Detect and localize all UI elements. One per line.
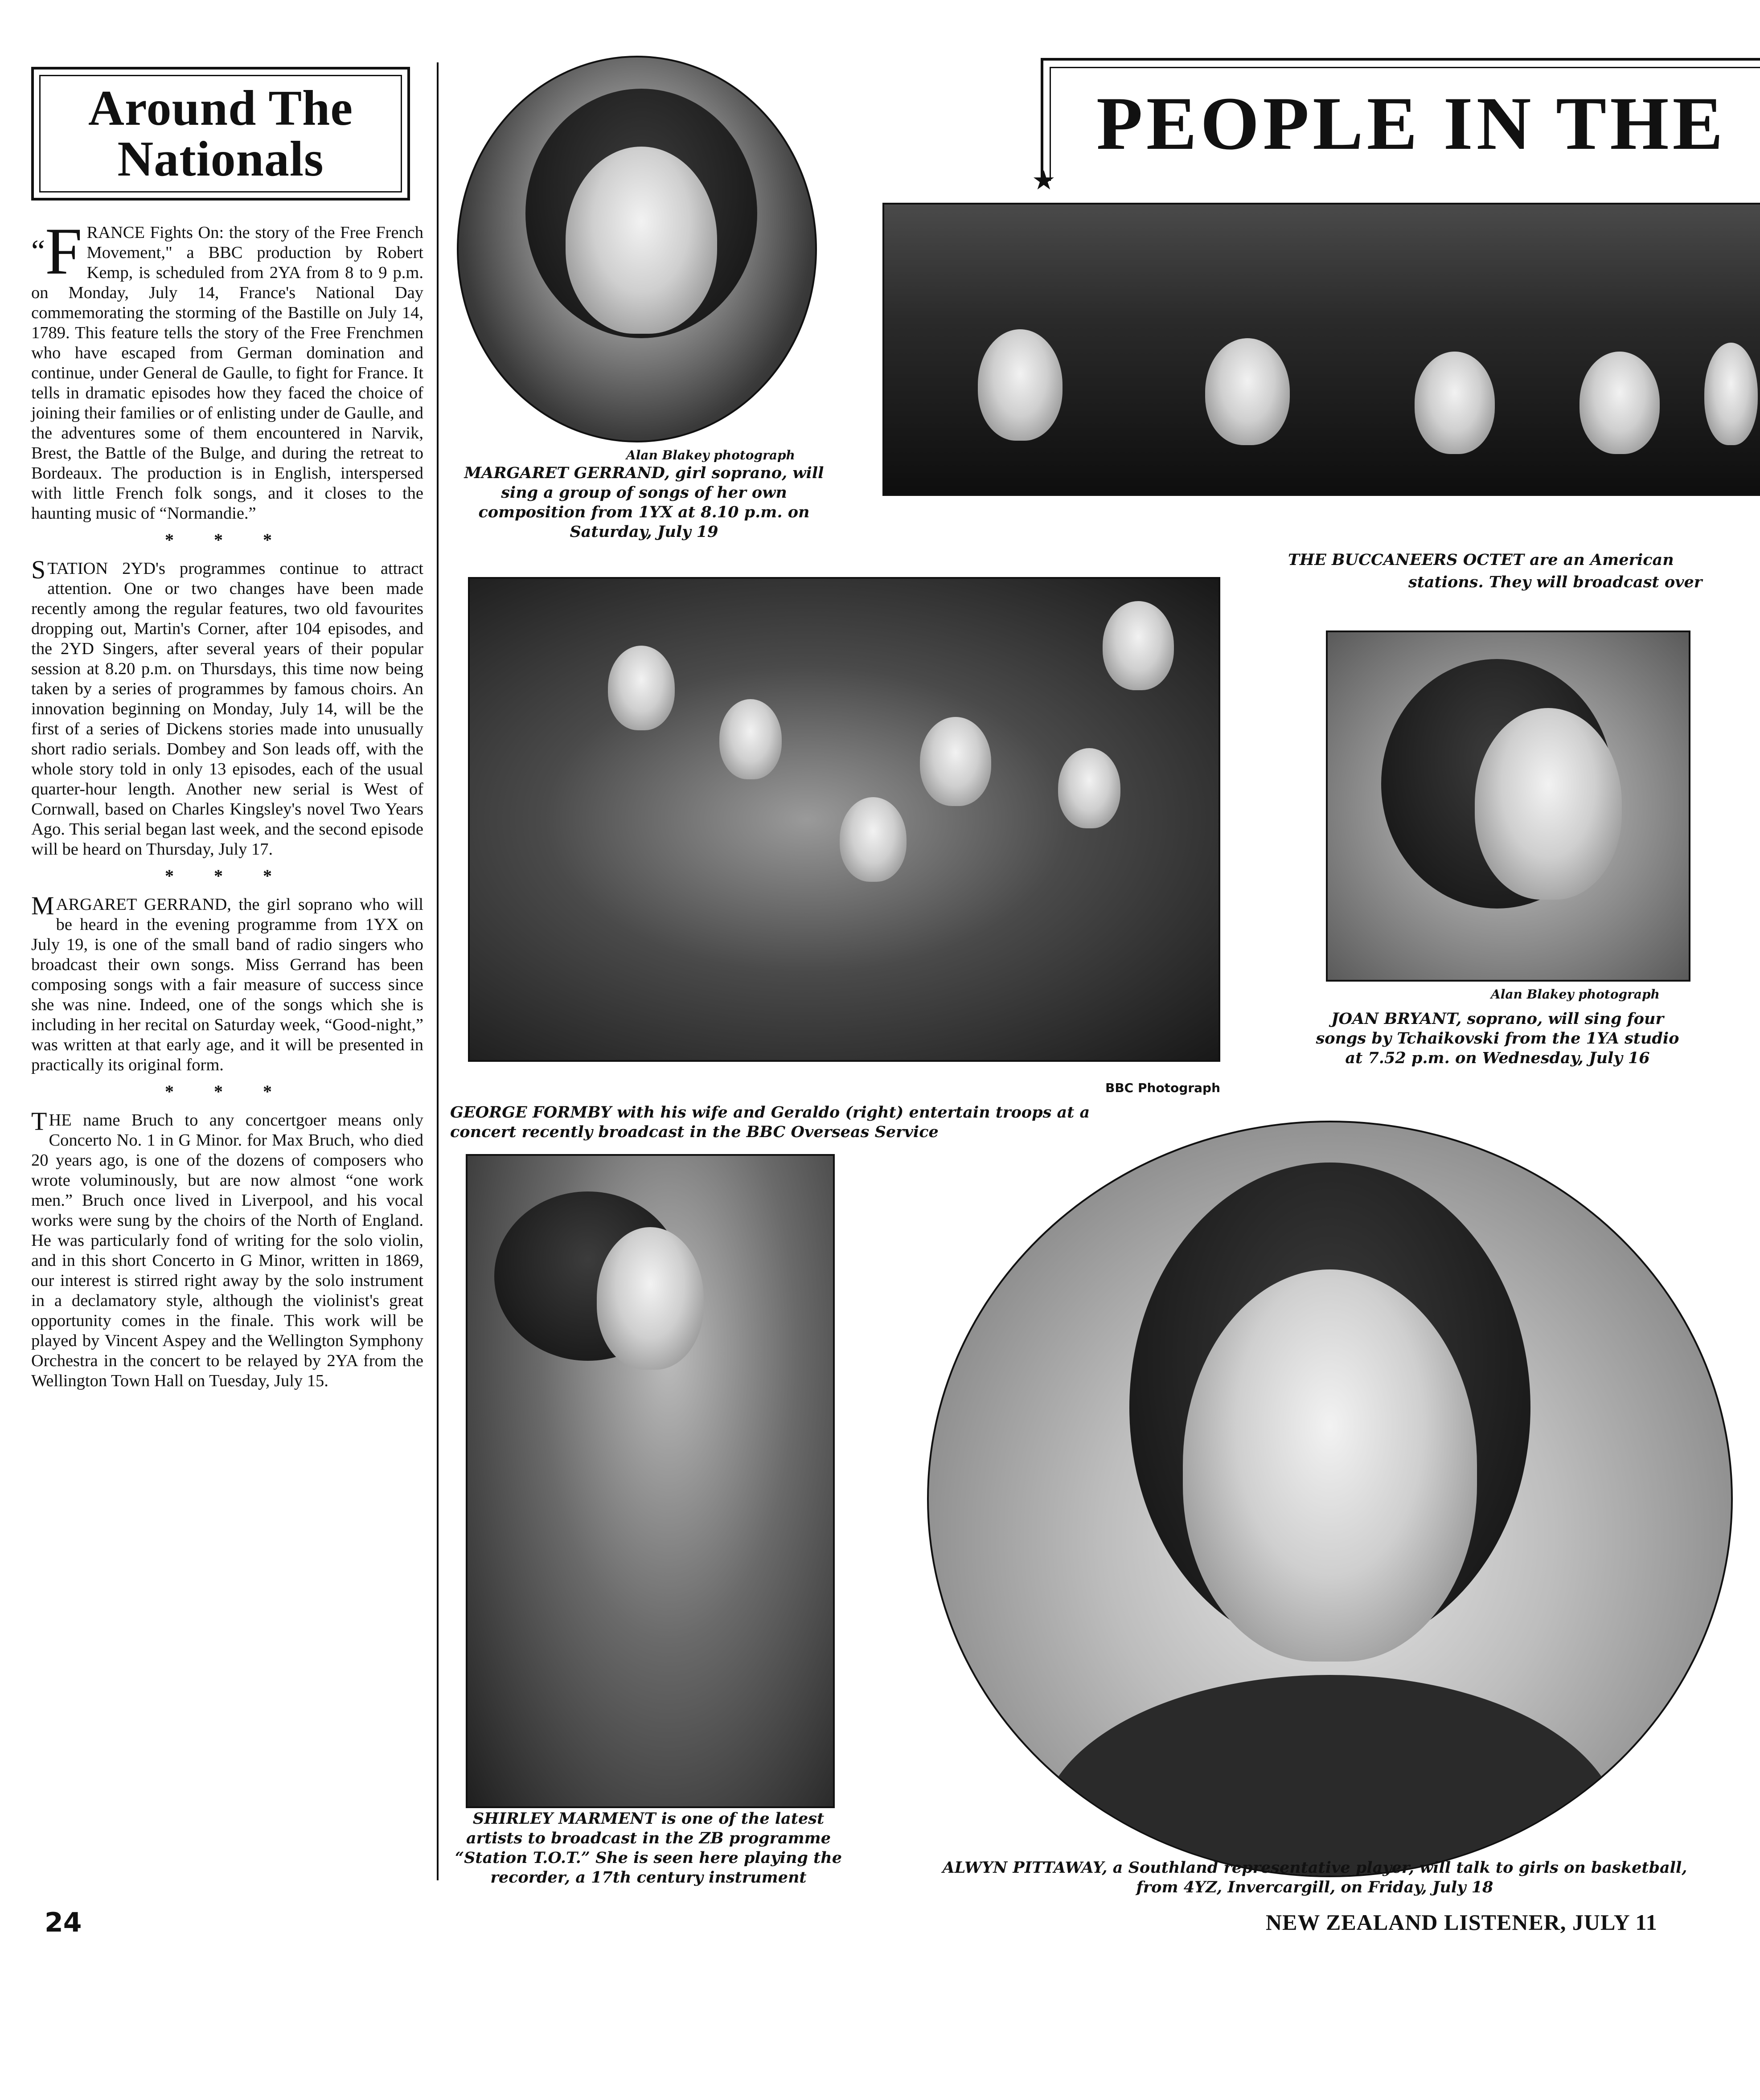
drop-cap: “F xyxy=(31,214,82,288)
section-masthead xyxy=(31,67,410,201)
photo-shirley-marment xyxy=(466,1154,835,1808)
photo-face xyxy=(566,147,717,334)
article-2yd-initial: S xyxy=(31,555,46,584)
caption-buccaneers-line1: THE BUCCANEERS OCTET are an American xyxy=(1288,551,1674,569)
photo-face xyxy=(1475,708,1622,900)
article-bruch-initial: T xyxy=(31,1107,47,1136)
article-gerrand-text: ARGARET GERRAND, the girl soprano who will be heard in the evening programme from 1YX on July 19, is one of the small band of radio singers who broadcast their own songs. Miss Gerrand has been composing songs with a fair measure of success since she was nine. Indeed, one of the songs which she is including in her recital on Saturday week, “Good-night,” was written at that early age, and it will be presented in practically its original form. xyxy=(31,895,423,1074)
section-title-line1: Around The xyxy=(88,80,353,136)
banner-title: PEOPLE IN THE xyxy=(1096,82,1727,165)
caption-alwyn-pittaway: ALWYN PITTAWAY, a Southland representative player, will talk to girls on basketball, from 4YZ, Invercargill, on Friday, July 18 xyxy=(942,1858,1687,1896)
article-free-french-text: RANCE Fights On: the story of the Free French Movement," a BBC production by Robert Kemp, is scheduled from 2YA from 8 to 9 p.m. on Monday, July 14, France's National Day commemorating the storming of the Bastille on July 14, 1789. This feature tells the story of the Free Frenchmen who have escaped from German domination and continue, under General de Gaulle, to fight for France. It tells in dramatic episodes how they faced the choice of joining their families or of enlisting under de Gaulle, and the adventures some of them encountered in Narvik, Brest, the Battle of the Bulge, and during the retreat to Bordeaux. The production is in English, interspersed with little French folk songs, and it closes to the haunting music of “Normandie.” xyxy=(31,223,423,523)
publication-footer: NEW ZEALAND LISTENER, JULY 11 xyxy=(1266,1910,1657,1935)
photo-buccaneers-octet xyxy=(882,203,1760,496)
photo-face xyxy=(1183,1269,1477,1662)
photo-face xyxy=(1205,338,1290,445)
article-2yd xyxy=(31,555,423,860)
article-column xyxy=(31,214,423,1391)
separator: * * * xyxy=(165,1081,290,1101)
photo-face xyxy=(597,1227,704,1370)
article-2yd-text: TATION 2YD's programmes continue to attract attention. One or two changes have been made recently among the regular features, two old favourites dropping out, Martin's Corner, after 104 episodes, and the 2YD Singers, after several years of their popular session at 8.20 p.m. on Thursdays, this time now being taken by a series of programmes by famous choirs. An innovation beginning on Monday, July 14, will be the first of a series of Dickens stories made into unusually short radio serials. Dombey and Son leads off, with the whole story told in only 13 episodes, each of the usual quarter-hour length. Another new serial is West of Cornwall, based on Charles Kingsley's novel Two Years Ago. This serial began last week, and the second episode will be heard on Thursday, July 17. xyxy=(31,559,423,859)
section-title xyxy=(88,80,353,187)
photo-face xyxy=(608,646,675,730)
caption-george-formby: GEORGE FORMBY with his wife and Geraldo (right) entertain troops at a concert recently broadcast in the BBC Overseas Service xyxy=(450,1103,1090,1141)
photo-clothing xyxy=(1040,1675,1620,1877)
separator: * * * xyxy=(165,866,290,886)
page-number: 24 xyxy=(45,1907,82,1938)
article-bruch-text: HE name Bruch to any concertgoer means only Concerto No. 1 in G Minor. for Max Bruch, who died 20 years ago, is one of the dozens of composers who wrote voluminously, but are now almost “one work men.” Bruch once lived in Liverpool, and his vocal works were sung by the choirs of the North of England. He was particularly fond of writing for the solo violin, and in this short Concerto in G Minor, written in 1869, our interest is stirred right away by the solo instrument in a declamatory style, although the violinist's great opportunity comes in the finale. This work will be played by Vincent Aspey and the Wellington Symphony Orchestra in the concert to be relayed by 2YA from the Wellington Town Hall on Tuesday, July 15. xyxy=(31,1111,423,1390)
photo-face xyxy=(1415,352,1495,454)
photo-face xyxy=(1579,352,1660,454)
photo-margaret-gerrand xyxy=(457,56,817,442)
photo-credit: Alan Blakey photograph xyxy=(1491,987,1660,1002)
article-bruch xyxy=(31,1107,423,1391)
photo-face xyxy=(1103,601,1174,690)
photo-face xyxy=(840,797,907,882)
section-title-line2: Nationals xyxy=(117,131,324,187)
article-free-french xyxy=(31,214,423,524)
column-rule xyxy=(437,62,439,1880)
caption-shirley-marment: SHIRLEY MARMENT is one of the latest artists to broadcast in the ZB programme “Station T.O.T.” She is seen here playing the recorder, a 17th century instrument xyxy=(455,1809,842,1887)
photo-face xyxy=(1058,748,1120,828)
caption-margaret-gerrand: MARGARET GERRAND, girl soprano, will sing a group of songs of her own composition from 1YX at 8.10 p.m. on Saturday, July 19 xyxy=(464,464,824,541)
photo-face xyxy=(719,699,782,779)
photo-face xyxy=(978,329,1063,441)
photo-face xyxy=(920,717,991,806)
photo-george-formby xyxy=(468,577,1220,1062)
caption-buccaneers-line2: stations. They will broadcast over xyxy=(1408,573,1703,591)
separator: * * * xyxy=(165,530,290,550)
photo-alwyn-pittaway xyxy=(927,1121,1733,1877)
photo-credit: BBC Photograph xyxy=(1105,1081,1221,1095)
article-gerrand-initial: M xyxy=(31,891,54,920)
caption-joan-bryant: JOAN BRYANT, soprano, will sing four songs by Tchaikovski from the 1YA studio at 7.52 p.m. on Wednesday, July 16 xyxy=(1316,1010,1679,1067)
photo-credit: Alan Blakey photograph xyxy=(626,448,795,463)
article-gerrand xyxy=(31,891,423,1075)
star-icon: ★ xyxy=(1032,165,1056,196)
photo-joan-bryant xyxy=(1326,630,1690,982)
photo-face xyxy=(1704,343,1758,445)
